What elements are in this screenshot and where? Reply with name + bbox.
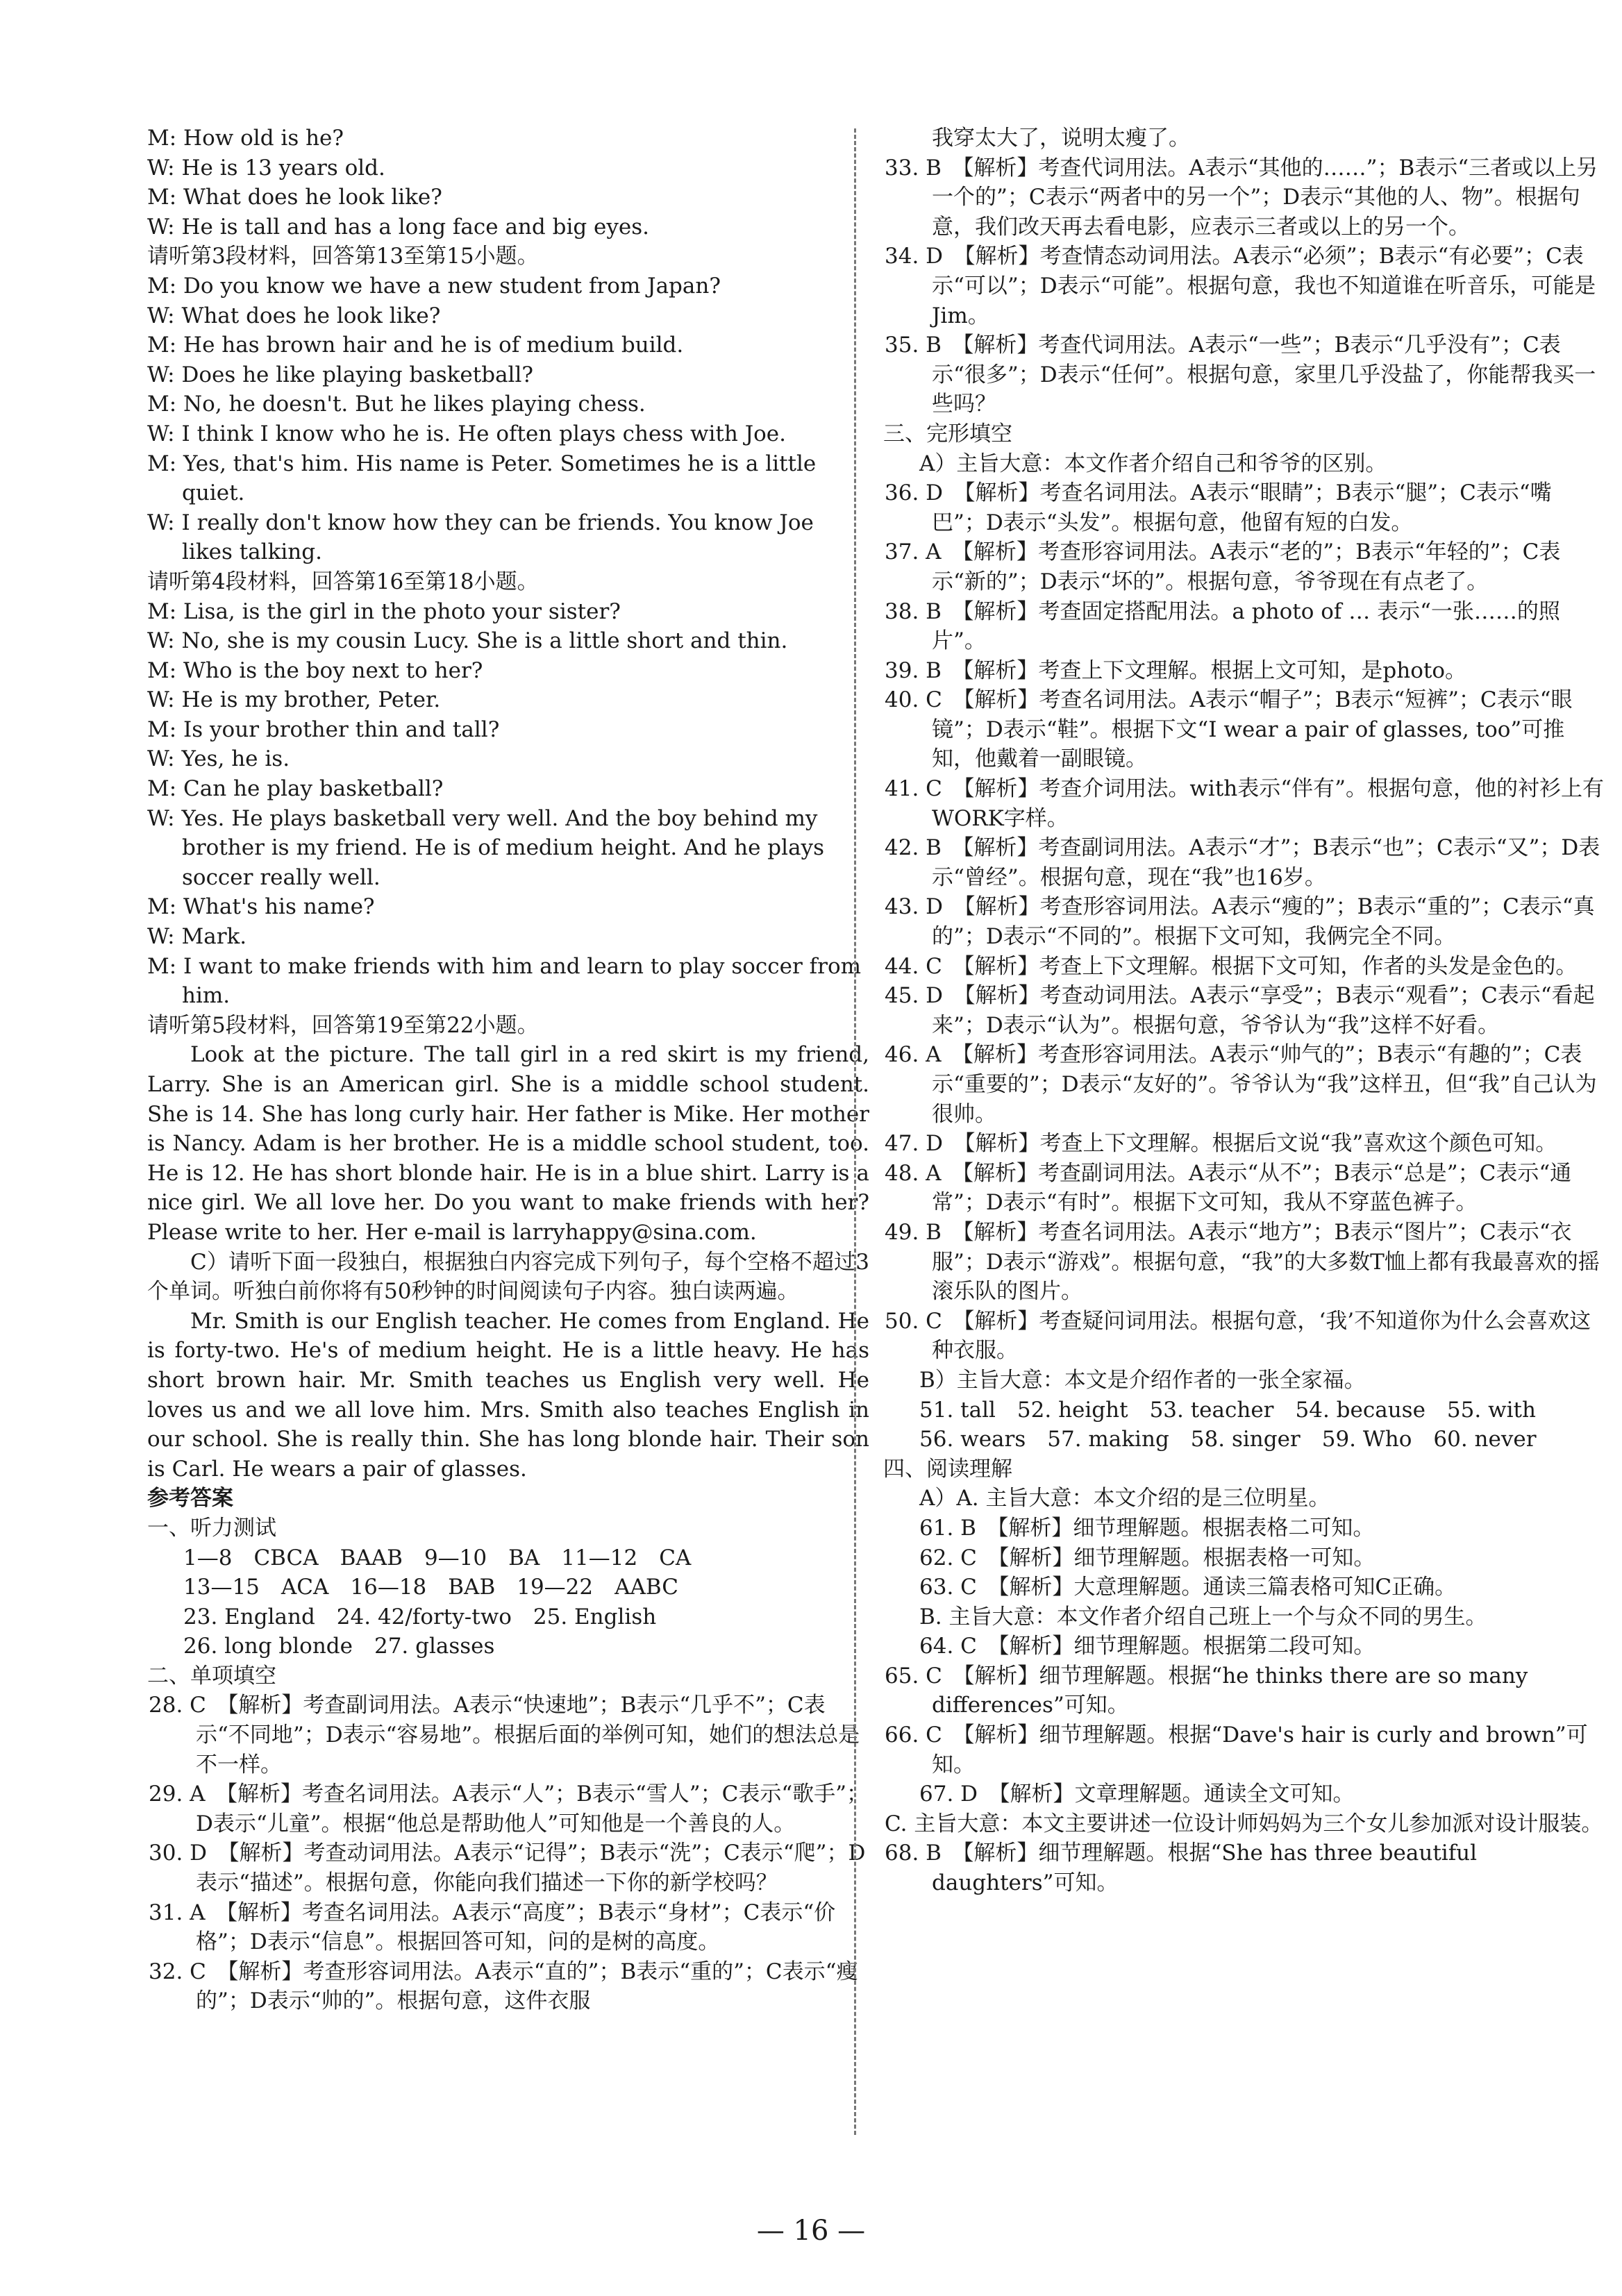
left-text-line: Mr. Smith is our English teacher. He comes from England. He is forty-two. He's of medium height. He is a little heavy. He has short brown hair. Mr. Smith teaches us English very well. He loves us and we all love him. Mrs. Smith also teaches English in our school. She is really thin. She has long blonde hair. Their son is Carl. He wears a pair of glasses. <box>147 1308 869 1482</box>
left-text-line: 30. D 【解析】考查动词用法。A表示“记得”；B表示“洗”；C表示“爬”；D表示“描述”。根据句意，你能向我们描述一下你的新学校吗？ <box>149 1841 866 1896</box>
left-text-line: 请听第3段材料，回答第13至第15小题。 <box>147 244 539 269</box>
left-text-line: W: He is 13 years old. <box>147 155 385 181</box>
left-text-line: 一、听力测试 <box>147 1515 276 1541</box>
right-text-line: 47. D 【解析】考查上下文理解。根据后文说“我”喜欢这个颜色可知。 <box>885 1131 1557 1157</box>
right-text-line: C. 主旨大意：本文主要讲述一位设计师妈妈为三个女儿参加派对设计服装。 <box>885 1811 1603 1836</box>
left-text-line: M: Yes, that's him. His name is Peter. Sometimes he is a little quiet. <box>147 451 817 506</box>
right-text-line: 43. D 【解析】考查形容词用法。A表示“瘦的”；B表示“重的”；C表示“真的”；D表示“不同的”。根据下文可知，我俩完全不同。 <box>885 894 1595 950</box>
left-text-line: M: How old is he? <box>147 126 344 151</box>
column-divider <box>854 128 856 2135</box>
right-text-line: A）主旨大意：本文作者介绍自己和爷爷的区别。 <box>919 451 1387 476</box>
right-text-line: 39. B 【解析】考查上下文理解。根据上文可知，是photo。 <box>885 657 1467 683</box>
right-text-line: 45. D 【解析】考查动词用法。A表示“享受”；B表示“观看”；C表示“看起来”；D表示“认为”。根据句意，爷爷认为“我”这样不好看。 <box>885 983 1595 1038</box>
right-text-line: A）A. 主旨大意：本文介绍的是三位明星。 <box>919 1486 1330 1511</box>
left-text-line: W: What does he look like? <box>147 303 441 328</box>
right-text-line: 49. B 【解析】考查名词用法。A表示“地方”；B表示“图片”；C表示“衣服”；D表示“游戏”。根据句意，“我”的大多数T恤上都有我最喜欢的摇滚乐队的图片。 <box>885 1219 1600 1305</box>
left-text-line: Look at the picture. The tall girl in a red skirt is my friend, Larry. She is an American girl. She is a middle school student. She is 14. She has long curly hair. Her father is Mike. Her mother is Nancy. Adam is her brother. He is a middle school student, too. He is 12. He has short blonde hair. He is in a blue shirt. Larry is a nice girl. We all love her. Do you want to make friends with her? Please write to her. Her e-mail is larryhappy@sina.com. <box>147 1042 869 1245</box>
left-text-line: W: I think I know who he is. He often plays chess with Joe. <box>147 421 786 446</box>
right-text-line: 66. C 【解析】细节理解题。根据“Dave's hair is curly and brown”可知。 <box>885 1723 1588 1777</box>
right-text-line: 50. C 【解析】考查疑问词用法。根据句意，‘我’不知道你为什么会喜欢这种衣服。 <box>885 1308 1591 1364</box>
left-column <box>147 124 869 2016</box>
left-text-line: 31. A 【解析】考查名词用法。A表示“高度”；B表示“身材”；C表示“价格”；D表示“信息”。根据回答可知，问的是树的高度。 <box>149 1900 836 1955</box>
left-text-line: M: Do you know we have a new student from Japan? <box>147 273 721 299</box>
left-text-line: W: No, she is my cousin Lucy. She is a little short and thin. <box>147 628 788 654</box>
left-text-line: 28. C 【解析】考查副词用法。A表示“快速地”；B表示“几乎不”；C表示“不同地”；D表示“容易地”。根据后面的举例可知，她们的想法总是不一样。 <box>149 1693 860 1777</box>
left-text-line: W: Does he like playing basketball? <box>147 362 534 387</box>
left-text-line: M: Can he play basketball? <box>147 776 444 802</box>
left-text-line: 29. A 【解析】考查名词用法。A表示“人”；B表示“雪人”；C表示“歌手”；D表示“儿童”。根据“他总是帮助他人”可知他是一个善良的人。 <box>149 1782 869 1836</box>
left-text-line: W: Mark. <box>147 924 247 950</box>
right-text-line: 33. B 【解析】考查代词用法。A表示“其他的……”；B表示“三者或以上另一个的”；C表示“两者中的另一个”；D表示“其他的人、物”。根据句意，我们改天再去看电影，应表示三者或以上的另一个。 <box>885 155 1598 240</box>
right-text-line: B. 主旨大意：本文作者介绍自己班上一个与众不同的男生。 <box>919 1604 1487 1629</box>
left-text-line: 26. long blonde 27. glasses <box>183 1634 495 1659</box>
left-text-line: 参考答案 <box>147 1486 233 1511</box>
left-text-line: 23. England 24. 42/forty-two 25. English <box>183 1604 657 1629</box>
right-text-line: 63. C 【解析】大意理解题。通读三篇表格可知C正确。 <box>919 1575 1457 1600</box>
right-text-line: 34. D 【解析】考查情态动词用法。A表示“必须”；B表示“有必要”；C表示“可以”；D表示“可能”。根据句意，我也不知道谁在听音乐，可能是Jim。 <box>885 244 1596 328</box>
right-text-line: 61. B 【解析】细节理解题。根据表格二可知。 <box>919 1515 1375 1541</box>
left-text-line: 32. C 【解析】考查形容词用法。A表示“直的”；B表示“重的”；C表示“瘦的”；D表示“帅的”。根据句意，这件衣服 <box>149 1959 858 2014</box>
left-text-line: 二、单项填空 <box>147 1663 276 1689</box>
right-text-line: 40. C 【解析】考查名词用法。A表示“帽子”；B表示“短裤”；C表示“眼镜”；D表示“鞋”。根据下文“I wear a pair of glasses, too”可推知，他戴着一副眼镜。 <box>885 687 1573 772</box>
left-text-line: 请听第5段材料，回答第19至第22小题。 <box>147 1012 539 1038</box>
right-text-line: 64. C 【解析】细节理解题。根据第二段可知。 <box>919 1634 1376 1659</box>
right-text-line: 四、阅读理解 <box>883 1456 1012 1482</box>
right-text-line: 37. A 【解析】考查形容词用法。A表示“老的”；B表示“年轻的”；C表示“新的”；D表示“坏的”。根据句意，爷爷现在有点老了。 <box>885 539 1561 594</box>
left-text-line: C）请听下面一段独白，根据独白内容完成下列句子，每个空格不超过3个单词。听独白前你将有50秒钟的时间阅读句子内容。独白读两遍。 <box>147 1249 869 1305</box>
right-text-line: 48. A 【解析】考查副词用法。A表示“从不”；B表示“总是”；C表示“通常”；D表示“有时”。根据下文可知，我从不穿蓝色裤子。 <box>885 1160 1572 1216</box>
right-text-line: 51. tall 52. height 53. teacher 54. because 55. with <box>919 1397 1536 1423</box>
left-text-line: M: Is your brother thin and tall? <box>147 717 500 742</box>
right-text-line: 42. B 【解析】考查副词用法。A表示“才”；B表示“也”；C表示“又”；D表示“曾经”。根据句意，现在“我”也16岁。 <box>885 835 1600 890</box>
right-text-line: 56. wears 57. making 58. singer 59. Who 60. never <box>919 1427 1537 1452</box>
right-text-line: 我穿太大了，说明太瘦了。 <box>932 126 1190 151</box>
right-text-line: 35. B 【解析】考查代词用法。A表示“一些”；B表示“几乎没有”；C表示“很多”；D表示“任何”。根据句意，家里几乎没盐了，你能帮我买一些吗？ <box>885 333 1596 417</box>
left-text-line: M: I want to make friends with him and learn to play soccer from him. <box>147 953 862 1009</box>
left-text-line: 13—15 ACA 16—18 BAB 19—22 AABC <box>183 1575 678 1600</box>
left-text-line: M: Lisa, is the girl in the photo your sister? <box>147 598 621 624</box>
left-text-line: W: He is tall and has a long face and big eyes. <box>147 214 650 240</box>
right-text-line: 41. C 【解析】考查介词用法。with表示“伴有”。根据句意，他的衬衫上有WORK字样。 <box>885 776 1604 831</box>
left-text-line: 请听第4段材料，回答第16至第18小题。 <box>147 569 539 594</box>
left-text-line: M: He has brown hair and he is of medium build. <box>147 333 684 358</box>
left-text-line: M: What does he look like? <box>147 185 442 210</box>
left-text-line: M: What's his name? <box>147 894 375 920</box>
page-number: — 16 — <box>756 2215 866 2247</box>
left-text-line: M: Who is the boy next to her? <box>147 657 483 683</box>
left-text-line: 1—8 CBCA BAAB 9—10 BA 11—12 CA <box>183 1545 692 1570</box>
right-text-line: 三、完形填空 <box>883 421 1012 446</box>
right-text-line: 46. A 【解析】考查形容词用法。A表示“帅气的”；B表示“有趣的”；C表示“重要的”；D表示“友好的”。爷爷认为“我”这样丑，但“我”自己认为很帅。 <box>885 1042 1597 1127</box>
left-text-line: W: Yes, he is. <box>147 746 290 772</box>
right-column <box>883 124 1605 1898</box>
right-text-line: B）主旨大意：本文是介绍作者的一张全家福。 <box>919 1367 1366 1393</box>
left-text-line: M: No, he doesn't. But he likes playing chess. <box>147 392 646 417</box>
right-text-line: 44. C 【解析】考查上下文理解。根据下文可知，作者的头发是金色的。 <box>885 953 1578 979</box>
left-text-line: W: Yes. He plays basketball very well. And the boy behind my brother is my friend. He is of medium height. And he plays soccer really well. <box>147 805 824 890</box>
right-text-line: 65. C 【解析】细节理解题。根据“he thinks there are so many differences”可知。 <box>885 1663 1528 1718</box>
right-text-line: 36. D 【解析】考查名词用法。A表示“眼睛”；B表示“腿”；C表示“嘴巴”；D表示“头发”。根据句意，他留有短的白发。 <box>885 480 1552 535</box>
left-text-line: W: He is my brother, Peter. <box>147 687 441 713</box>
right-text-line: 38. B 【解析】考查固定搭配用法。a photo of … 表示“一张……的照片”。 <box>885 598 1560 654</box>
right-text-line: 68. B 【解析】细节理解题。根据“She has three beautiful daughters”可知。 <box>885 1841 1478 1896</box>
right-text-line: 67. D 【解析】文章理解题。通读全文可知。 <box>919 1782 1355 1807</box>
left-text-line: W: I really don't know how they can be friends. You know Joe likes talking. <box>147 510 814 565</box>
right-text-line: 62. C 【解析】细节理解题。根据表格一可知。 <box>919 1545 1376 1570</box>
